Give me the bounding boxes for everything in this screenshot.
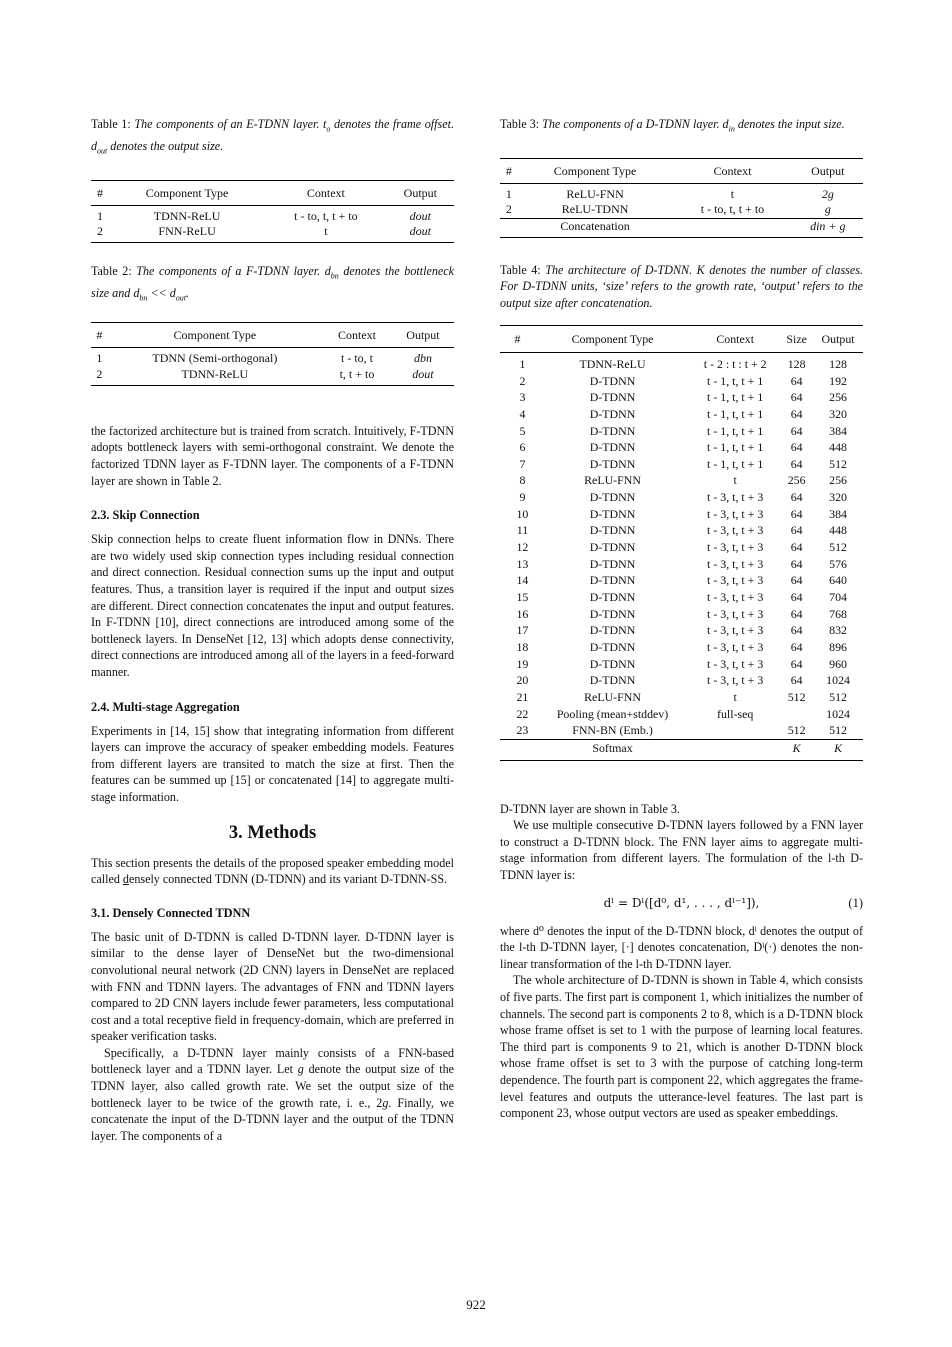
- table-cell: 704: [829, 590, 847, 605]
- paragraph: We use multiple consecutive D-TDNN layers followed by a FNN layer to construct a D-TDNN block. The FNN layer aims to aggregate multi-stage information from different layers. The formulation of the l-th D-TDNN layer is:: [500, 818, 863, 882]
- table-cell: t: [733, 690, 737, 704]
- table4-header-output: Output: [813, 326, 863, 353]
- table-cell: [690, 722, 780, 739]
- table-cell: 5: [519, 423, 526, 438]
- table-cell: t - 3, t, t + 3: [707, 523, 764, 538]
- table-cell: [672, 218, 792, 237]
- table4-header-num: #: [500, 326, 535, 353]
- table-cell: t - 3, t, t + 3: [707, 640, 764, 655]
- table-cell: t - to, t: [340, 351, 373, 366]
- section-heading-2-3: 2.3. Skip Connection: [91, 508, 200, 523]
- table-cell: t - 3, t, t + 3: [707, 623, 764, 638]
- table-cell: 20: [516, 673, 529, 688]
- table-cell: D-TDNN: [589, 540, 636, 555]
- right-column: [500, 116, 863, 1122]
- table3: [500, 158, 863, 238]
- table-cell: D-TDNN: [589, 456, 636, 471]
- table-cell: 576: [829, 556, 847, 571]
- table-cell: 12: [516, 540, 529, 555]
- table-cell: Pooling (mean+stddev): [556, 706, 669, 721]
- table-cell: D-TDNN: [589, 606, 636, 621]
- table4-header-type: Component Type: [535, 326, 690, 353]
- table-cell: D-TDNN: [589, 590, 636, 605]
- table3-caption: Table 3: The components of a D-TDNN layer. $d_{in}$ denotes the input size.: [500, 117, 845, 134]
- table1-header-output: Output: [387, 180, 454, 205]
- table-row: [500, 656, 863, 673]
- table-cell: 7: [519, 456, 526, 471]
- table-row: [500, 606, 863, 623]
- paragraph: Skip connection helps to create fluent information flow in DNNs. There are two widely used skip connection types including residual connection and direct connection. Residual connection sums up the input and output features. Thus, a transition layer is required if the input and output sizes are different. Direct connection concatenates the input and output features. In F-TDNN [10], direct connections are introduced among some of the bottleneck layers. In DenseNet [12, 13] which adopts dense connectivity, direct connections are introduced among all of the layers in a feed-forward manner.: [91, 532, 454, 679]
- table-row: [500, 456, 863, 473]
- paragraph: Experiments in [14, 15] show that integrating information from different layers can improve the accuracy of speaker embedding models. Features from different layers are transited to match the size at first. Then the features can be summed up [15] or concatenated [14] to aggregate multi-stage information.: [91, 723, 454, 804]
- table-cell: 512: [829, 723, 847, 738]
- table-cell: K: [813, 739, 863, 760]
- table-cell: dout: [409, 209, 431, 224]
- table-cell: 320: [829, 490, 847, 505]
- table-cell: 960: [829, 656, 847, 671]
- table-cell: D-TDNN: [589, 623, 636, 638]
- table-cell: t - 3, t, t + 3: [707, 590, 764, 605]
- table3-header-context: Context: [672, 158, 792, 183]
- table-cell: t - 1, t, t + 1: [707, 406, 764, 421]
- table4: [500, 325, 863, 760]
- table-cell: 768: [829, 606, 847, 621]
- table-cell: 256: [787, 473, 806, 488]
- table-cell: 64: [790, 390, 803, 405]
- table-row: [500, 539, 863, 556]
- table-row: [500, 423, 863, 440]
- table-cell: t: [265, 224, 387, 243]
- section-heading-2-4: 2.4. Multi-stage Aggregation: [91, 699, 240, 714]
- table-cell: t - to, t, t + to: [294, 209, 358, 224]
- table-cell: ReLU-FNN: [566, 187, 624, 202]
- table-cell: t - 3, t, t + 3: [707, 573, 764, 588]
- table-cell: 320: [829, 406, 847, 421]
- table-cell: t - 2 : t : t + 2: [703, 356, 767, 371]
- equation-1: [500, 896, 863, 911]
- table-cell: 1: [96, 351, 103, 366]
- table4-caption: Table 4: The architecture of D-TDNN. K denotes the number of classes. For D-TDNN units, ‘size’ refers to the growth rate, ‘output’ refers to the output size after concatenation.: [500, 262, 863, 310]
- table-cell: 2: [505, 202, 512, 217]
- table-cell: t - 1, t, t + 1: [707, 373, 764, 388]
- table-cell: Softmax: [535, 739, 690, 760]
- table-cell: t - 1, t, t + 1: [707, 423, 764, 438]
- table-cell: 256: [829, 473, 847, 488]
- paragraph: The basic unit of D-TDNN is called D-TDNN layer. D-TDNN layer is similar to the dense layer of DenseNet but the two-dimensional convolutional neural network (2D CNN) layers in DenseNet are replaced with FNN and TDNN layers. The advantages of FNN and TDNN layers compared to 2D CNN layers include fewer parameters, less computational cost and a total receptive field in frequency-domain, which are preferred in speaker verification tasks.: [91, 929, 454, 1044]
- table-cell: 15: [516, 590, 529, 605]
- table-cell: FNN-ReLU: [109, 224, 265, 243]
- table-cell: FNN-BN (Emb.): [572, 723, 653, 738]
- table-cell: din + g: [793, 218, 863, 237]
- table-cell: dbn: [413, 351, 432, 366]
- table2: [91, 322, 454, 386]
- table-cell: D-TDNN: [589, 523, 636, 538]
- table-cell: D-TDNN: [589, 390, 636, 405]
- table1: [91, 180, 454, 244]
- table-cell: 64: [790, 490, 803, 505]
- table-cell: t - 3, t, t + 3: [707, 656, 764, 671]
- table-cell: 64: [790, 590, 803, 605]
- table-cell: D-TDNN: [589, 423, 636, 438]
- table-cell: D-TDNN: [589, 506, 636, 521]
- table-cell: dout: [387, 224, 454, 243]
- table-cell: D-TDNN: [589, 640, 636, 655]
- table-cell: t - 3, t, t + 3: [707, 556, 764, 571]
- table-cell: 2: [91, 224, 109, 243]
- table2-header-type: Component Type: [108, 323, 322, 348]
- table-row: [500, 722, 863, 739]
- table-cell: 512: [829, 540, 847, 555]
- table-row: [91, 206, 454, 225]
- equation-number: (1): [848, 895, 863, 910]
- table-row: [500, 439, 863, 456]
- section-heading-3-1: 3.1. Densely Connected TDNN: [91, 905, 251, 920]
- table-row: [91, 367, 454, 386]
- table-cell: t - 3, t, t + 3: [707, 540, 764, 555]
- table3-header-num: #: [500, 158, 518, 183]
- table-cell: 448: [829, 440, 847, 455]
- table-cell: 64: [790, 523, 803, 538]
- table-cell: 1: [505, 187, 512, 202]
- table-cell: 384: [829, 423, 847, 438]
- table-cell: 64: [790, 640, 803, 655]
- table-cell: 512: [787, 690, 806, 704]
- table-cell: K: [780, 739, 813, 760]
- table-cell: 64: [790, 573, 803, 588]
- table-row: [500, 202, 863, 218]
- section-heading-3: 3. Methods: [228, 822, 317, 843]
- table-row: [500, 672, 863, 689]
- table-cell: 18: [516, 640, 529, 655]
- table-row: [500, 639, 863, 656]
- table-row: [500, 572, 863, 589]
- table-cell: 384: [829, 506, 847, 521]
- table-cell: D-TDNN: [589, 373, 636, 388]
- table-cell: full-seq: [717, 706, 754, 721]
- table-cell: [500, 218, 518, 237]
- table2-header-output: Output: [392, 323, 454, 348]
- table-row: [500, 506, 863, 523]
- table-cell: 64: [790, 656, 803, 671]
- table-row: [500, 352, 863, 372]
- table-row: [500, 589, 863, 606]
- table-cell: 1024: [826, 706, 850, 721]
- table-row: [500, 389, 863, 406]
- table-cell: 64: [790, 623, 803, 638]
- table-cell: [780, 706, 813, 723]
- table-cell: 64: [790, 606, 803, 621]
- table2-caption: Table 2: The components of a F-TDNN layer. $d_{bn}$ denotes the bottleneck size and $d_{bn} << d_{out}$.: [91, 264, 454, 303]
- table3-concatenation: Concatenation: [518, 218, 673, 237]
- table-cell: 896: [829, 640, 847, 655]
- paragraph: D-TDNN layer are shown in Table 3.: [500, 801, 680, 816]
- table-cell: ReLU-TDNN: [561, 202, 629, 217]
- table-cell: 2g: [821, 187, 834, 202]
- table-cell: 3: [519, 390, 526, 405]
- table-row: [500, 406, 863, 423]
- table-cell: 64: [790, 540, 803, 555]
- table-row: [500, 218, 863, 237]
- table-cell: 2: [519, 373, 526, 388]
- table-cell: 512: [829, 456, 847, 471]
- table-cell: 64: [790, 440, 803, 455]
- table-row: [500, 472, 863, 489]
- table-cell: 14: [516, 573, 529, 588]
- table-cell: 1: [519, 356, 526, 371]
- table-cell: D-TDNN: [589, 490, 636, 505]
- table-cell: 64: [790, 423, 803, 438]
- table-cell: 1024: [826, 673, 850, 688]
- table4-header-context: Context: [690, 326, 780, 353]
- table-cell: TDNN-ReLU: [153, 209, 221, 224]
- table-cell: 9: [519, 490, 526, 505]
- table-cell: 2: [91, 367, 108, 386]
- table-cell: dout: [392, 367, 454, 386]
- table-cell: 11: [516, 523, 529, 538]
- table-cell: t - 3, t, t + 3: [707, 673, 764, 688]
- table-cell: t - 1, t, t + 1: [707, 456, 764, 471]
- table-cell: 19: [516, 656, 529, 671]
- table-cell: 64: [790, 506, 803, 521]
- table-cell: 640: [829, 573, 847, 588]
- table-row: [91, 224, 454, 243]
- table-cell: g: [824, 202, 831, 217]
- table-cell: 64: [790, 556, 803, 571]
- table-cell: 512: [829, 690, 847, 704]
- table-cell: 13: [516, 556, 529, 571]
- table-cell: t - 3, t, t + 3: [707, 606, 764, 621]
- table-cell: D-TDNN: [589, 673, 636, 688]
- table1-caption: Table 1: The components of an E-TDNN layer. $t_o$ denotes the frame offset. $d_{out}$ denotes the output size.: [91, 117, 454, 156]
- table-cell: ReLU-FNN: [584, 690, 641, 704]
- table4-header-size: Size: [780, 326, 813, 353]
- table-row: [500, 739, 863, 760]
- table-cell: t - 1, t, t + 1: [707, 390, 764, 405]
- table-cell: 22: [516, 706, 529, 721]
- table2-header-context: Context: [322, 323, 392, 348]
- table-cell: 1: [97, 209, 103, 224]
- equation-body: dˡ = Dˡ([d⁰, d¹, . . . , dˡ⁻¹]),: [603, 895, 760, 910]
- table-cell: t - to, t, t + to: [700, 202, 765, 217]
- table-cell: D-TDNN: [589, 656, 636, 671]
- table-cell: [500, 739, 535, 760]
- table-row: [500, 373, 863, 390]
- table-cell: [690, 739, 780, 760]
- table1-header-num: #: [91, 180, 109, 205]
- table-row: [91, 348, 454, 367]
- table-row: [500, 622, 863, 639]
- table-cell: 448: [829, 523, 847, 538]
- table-cell: 128: [787, 356, 806, 371]
- table-row: [500, 522, 863, 539]
- table-row: [500, 556, 863, 573]
- paragraph: Specifically, a D-TDNN layer mainly consists of a FNN-based bottleneck layer and a TDNN layer. Let g denote the output size of the TDNN layer, also called growth rate. We set the output size of the bottleneck layer to be twice of the growth rate, i. e., 2g. Finally, we concatenate the input of the D-TDNN layer and the output of the TDNN layer. The components of a: [91, 1045, 454, 1143]
- table-row: [500, 689, 863, 706]
- paragraph: where d⁰ denotes the input of the D-TDNN block, dˡ denotes the output of the l-th D-TDNN layer, [·] denotes concatenation, Dˡ(·) denotes the non-linear transformation of the l-th D-TDNN layer.: [500, 923, 863, 971]
- table-cell: D-TDNN: [589, 440, 636, 455]
- table-cell: 64: [790, 456, 803, 471]
- table-cell: t - 3, t, t + 3: [707, 506, 764, 521]
- table-cell: 8: [519, 473, 526, 488]
- paragraph: The whole architecture of D-TDNN is shown in Table 4, which consists of five parts. The first part is component 1, which initializes the number of channels. The second part is components 2 to 8, which is a D-TDNN block whose frame offset is set to 1 with the purpose of learning local features. The third part is components 9 to 21, which is another D-TDNN block whose frame offset is set to 3 with the purpose of catching long-term dependence. The fourth part is component 22, which aggregates the frame-level features and outputs the utterance-level features. The last part is component 23, whose output vectors are used as speaker embeddings.: [500, 973, 863, 1121]
- table-row: [500, 184, 863, 203]
- table-cell: 21: [516, 690, 529, 704]
- table-cell: 4: [519, 406, 526, 421]
- page-number: 922: [466, 1297, 486, 1312]
- table-cell: 192: [829, 373, 847, 388]
- table-cell: 128: [829, 356, 847, 371]
- table-cell: 832: [829, 623, 847, 638]
- table-cell: TDNN (Semi-orthogonal): [152, 351, 278, 366]
- table-row: [500, 706, 863, 723]
- table2-header-num: #: [91, 323, 108, 348]
- table-cell: 23: [516, 723, 529, 738]
- table3-header-output: Output: [793, 158, 863, 183]
- table-cell: t - 1, t, t + 1: [707, 440, 764, 455]
- table-cell: 64: [790, 373, 803, 388]
- left-column: [91, 116, 454, 1144]
- paragraph: This section presents the details of the proposed speaker embedding model called densely connected TDNN (D-TDNN) and its variant D-TDNN-SS.: [91, 855, 454, 887]
- table-cell: D-TDNN: [589, 556, 636, 571]
- table-cell: t, t + to: [322, 367, 392, 386]
- table-cell: 512: [787, 723, 806, 738]
- table-cell: TDNN-ReLU: [108, 367, 322, 386]
- table-cell: D-TDNN: [589, 406, 636, 421]
- table1-header-context: Context: [265, 180, 387, 205]
- table-cell: 256: [829, 390, 847, 405]
- table-cell: t - 3, t, t + 3: [707, 490, 764, 505]
- table-cell: 64: [790, 406, 803, 421]
- table-cell: 17: [516, 623, 529, 638]
- table-cell: 6: [519, 440, 526, 455]
- table-cell: 16: [516, 606, 529, 621]
- table-cell: D-TDNN: [589, 573, 636, 588]
- table1-header-type: Component Type: [109, 180, 265, 205]
- paragraph: the factorized architecture but is trained from scratch. Intuitively, F-TDNN adopts bottleneck layers with semi-orthogonal constraint. We denote the factorized TDNN layer as F-TDNN layer. The components of a F-TDNN layer are shown in Table 2.: [91, 423, 454, 488]
- table-cell: 64: [790, 673, 803, 688]
- table-cell: TDNN-ReLU: [579, 356, 646, 371]
- table-cell: t: [733, 473, 737, 488]
- table-row: [500, 489, 863, 506]
- table3-header-type: Component Type: [518, 158, 673, 183]
- table-cell: 10: [516, 506, 529, 521]
- table-cell: ReLU-FNN: [584, 473, 641, 488]
- table-cell: t: [730, 187, 735, 202]
